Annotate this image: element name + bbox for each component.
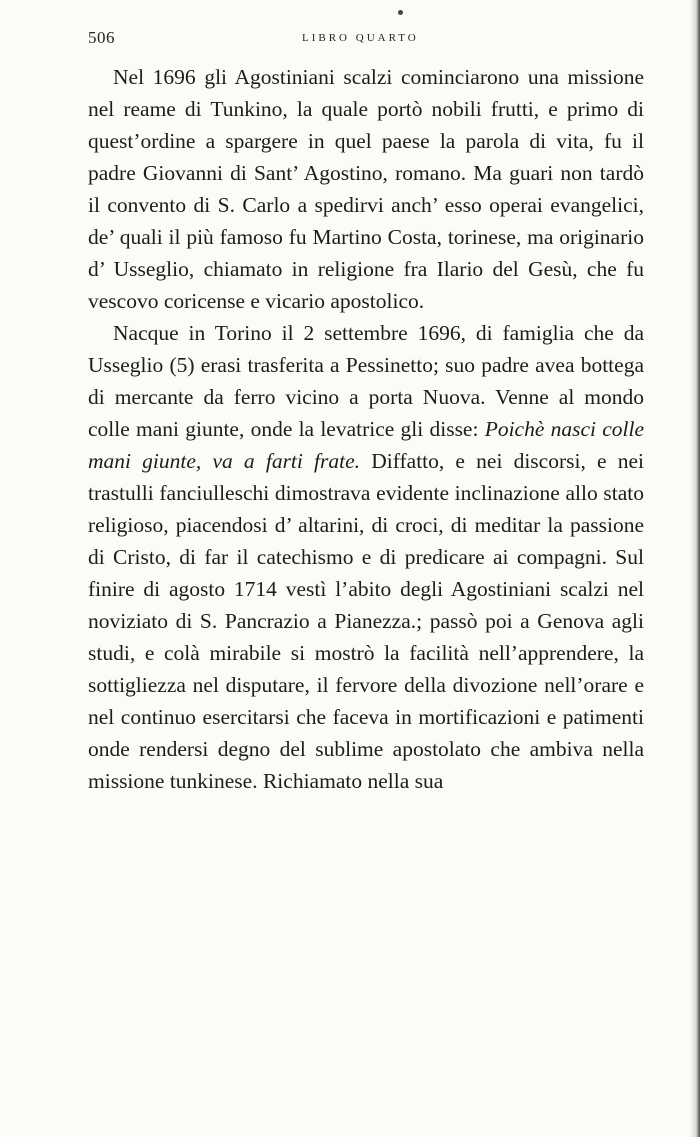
page-header (88, 28, 644, 52)
paragraph-1-text: Nel 1696 gli Agostiniani scalzi cominciarono una missione nel reame di Tunkino, la quale portò nobili frutti, e primo di quest’ordine a spargere in quel paese la parola di vita, fu il padre Giovanni di Sant’ Agostino, romano. Ma guari non tardò il convento di S. Carlo a spedirvi anch’ esso operai evangelici, de’ quali il più famoso fu Martino Costa, torinese, ma originario d’ Usseglio, chiamato in religione fra Ilario del Gesù, che fu vescovo coricense e vicario apostolico. (88, 65, 644, 313)
page-number: 506 (88, 28, 115, 47)
paragraph-2-text-after: Diffatto, e nei discorsi, e nei trastulli fanciulleschi dimostrava evidente inclinazione allo stato religioso, piacendosi d’ altarini, di croci, di meditar la passione di Cristo, di far il catechismo e di predicare ai compagni. Sul finire di agosto 1714 vestì l’abito degli Agostiniani scalzi nel noviziato di S. Pancrazio a Pianezza.; passò poi a Genova agli studi, e colà mirabile si mostrò la facilità nell’apprendere, la sottigliezza nel disputare, il fervore della divozione nell’orare e nel continuo esercitarsi che faceva in mortificazioni e patimenti onde rendersi degno del sublime apostolato che ambiva nella missione tunkinese. Richiamato nella sua (88, 449, 644, 793)
body-text (88, 61, 644, 797)
paragraph-2 (88, 317, 644, 797)
paragraph-1 (88, 61, 644, 317)
running-head: LIBRO QUARTO (302, 32, 419, 44)
italic-quote: Poichè nasci colle mani giunte, va a farti frate. (88, 417, 644, 473)
paragraph-2-text-before: Nacque in Torino il 2 settembre 1696, di famiglia che da Usseglio (5) erasi trasferita a Pessinetto; suo padre avea bottega di mercante da ferro vicino a porta Nuova. Venne al mondo colle mani giunte, onde la levatrice gli disse: (88, 321, 644, 441)
page-edge-shadow (690, 0, 700, 1137)
printer-mark (398, 10, 403, 15)
